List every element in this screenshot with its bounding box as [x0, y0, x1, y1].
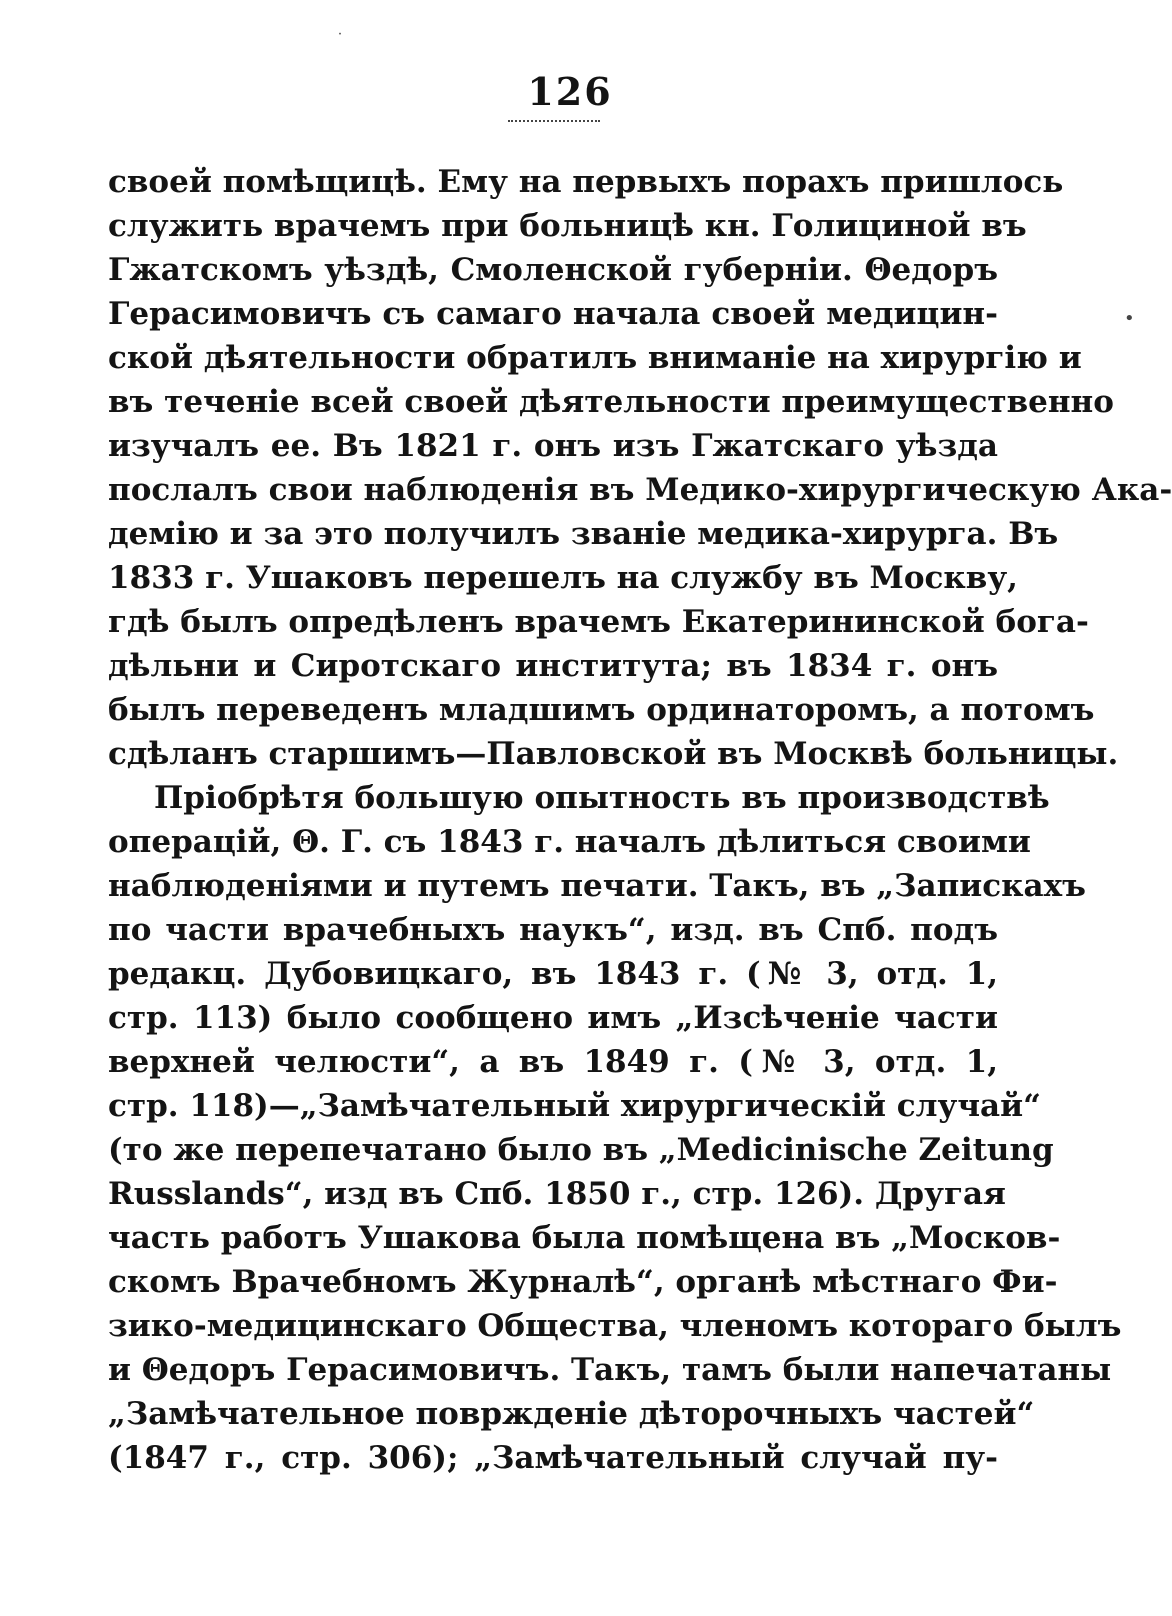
page-number: 126	[527, 69, 613, 114]
text-line: (то же перепечатано было въ „Medicinische Zeitung	[108, 1132, 1054, 1168]
text-line: демію и за это получилъ званіе медика-хирурга. Въ	[108, 516, 1059, 552]
text-line: стр. 118)—„Замѣчательный хирургическій случай“	[108, 1088, 1041, 1124]
stray-mark-right: •	[1124, 308, 1135, 329]
text-line: (1847 г., стр. 306); „Замѣчательный случай пу-	[108, 1440, 998, 1476]
text-line: былъ переведенъ младшимъ ординаторомъ, а потомъ	[108, 692, 1095, 728]
text-line: въ теченіе всей своей дѣятельности преимущественно	[108, 384, 1114, 420]
text-line: гдѣ былъ опредѣленъ врачемъ Екатерининской бога-	[108, 604, 1089, 640]
text-line: изучалъ ее. Въ 1821 г. онъ изъ Гжатскаго уѣзда	[108, 428, 998, 464]
text-line: Герасимовичъ съ самаго начала своей медицин-	[108, 296, 998, 332]
text-line: стр. 113) было сообщено имъ „Изсѣченіе части	[108, 1000, 998, 1036]
text-line: Гжатскомъ уѣздѣ, Смоленской губерніи. Θедоръ	[108, 252, 998, 288]
text-line: 1833 г. Ушаковъ перешелъ на службу въ Москву,	[108, 560, 1018, 596]
text-line: служить врачемъ при больницѣ кн. Голициной въ	[108, 208, 1027, 244]
text-line: сдѣланъ старшимъ—Павловской въ Москвѣ больницы.	[108, 736, 1119, 772]
text-line: дѣльни и Сиротскаго института; въ 1834 г. онъ	[108, 648, 998, 684]
text-line: ской дѣятельности обратилъ вниманіе на хирургію и	[108, 340, 1082, 376]
text-line: операцій, Θ. Г. съ 1843 г. началъ дѣлиться своими	[108, 824, 1031, 860]
body-text	[108, 160, 1172, 1480]
text-line: „Замѣчательное повржденіе дѣторочныхъ частей“	[108, 1396, 1035, 1432]
text-line: своей помѣщицѣ. Ему на первыхъ порахъ пришлось	[108, 164, 1064, 200]
paragraph-start-line: Пріобрѣтя большую опытность въ производствѣ	[154, 780, 1050, 816]
text-line: и Θедоръ Герасимовичъ. Такъ, тамъ были напечатаны	[108, 1352, 1112, 1388]
text-line: верхней челюсти“, а въ 1849 г. (№ 3, отд. 1,	[108, 1044, 998, 1080]
text-line: по части врачебныхъ наукъ“, изд. въ Спб. подъ	[108, 912, 998, 948]
text-line: редакц. Дубовицкаго, въ 1843 г. (№ 3, отд. 1,	[108, 956, 998, 992]
text-line: Russlands“, изд въ Спб. 1850 г., стр. 126). Другая	[108, 1176, 1006, 1212]
text-line: зико-медицинскаго Общества, членомъ котораго былъ	[108, 1308, 1122, 1344]
text-line: послалъ свои наблюденія въ Медико-хирургическую Ака-	[108, 472, 1172, 508]
stray-mark-top: ˙	[336, 30, 344, 49]
text-line: часть работъ Ушакова была помѣщена въ „Москов-	[108, 1220, 1061, 1256]
text-line: скомъ Врачебномъ Журналѣ“, органѣ мѣстнаго Фи-	[108, 1264, 1058, 1300]
text-line: наблюденіями и путемъ печати. Такъ, въ „Запискахъ	[108, 868, 1086, 904]
page-number-rule	[508, 120, 600, 122]
